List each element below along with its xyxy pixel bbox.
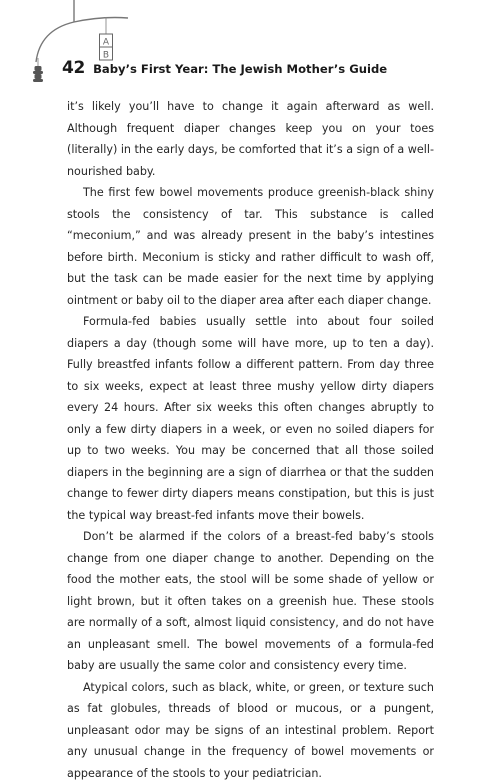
block-letter-a: A [103,38,110,48]
paragraph-4: Don’t be alarmed if the colors of a breast-fed baby’s stools change from one diaper change to another. Depending on the food the mother eats, the stool will be some shade of yellow or light brown, but it often takes on a greenish hue. These stools are normally of a soft, almost liquid consistency, and do not have an unpleasant smell. The bowel movements of a formula-fed baby are usually the same color and consistency every time. [67,526,434,677]
paragraph-2: The first few bowel movements produce greenish-black shiny stools the consistency of tar. This substance is called “meconium,” and was already present in the baby’s intestines before birth. Meconium is sticky and rather difficult to wash off, but the task can be made easier for the next time by applying ointment or baby oil to the diaper area after each diaper change. [67,182,434,311]
block-letter-b: B [103,51,109,61]
rattle-icon [33,66,43,82]
body-text [67,96,434,784]
paragraph-3: Formula-fed babies usually settle into about four soiled diapers a day (though some will have more, up to ten a day). Fully breastfed infants follow a different pattern. From day three to six weeks, expect at least three mushy yellow dirty diapers every 24 hours. After six weeks this often changes abruptly to only a few dirty diapers in a week, or even no soiled diapers for up to two weeks. You may be concerned that all those soiled diapers in the beginning are a sign of diarrhea or that the sudden change to fewer dirty diapers means constipation, but this is just the typical way breast-fed infants move their bowels. [67,311,434,526]
running-head [62,58,387,82]
book-title: Baby’s First Year: The Jewish Mother’s Guide [93,62,387,76]
toy-blocks-icon [100,34,113,61]
page-number: 42 [62,58,85,78]
paragraph-5: Atypical colors, such as black, white, or green, or texture such as fat globules, threads of blood or mucous, or a pungent, unpleasant odor may be signs of an intestinal problem. Report any unusual change in the frequency of bowel movements or appearance of the stools to your pediatrician. [67,677,434,784]
paragraph-1: it’s likely you’ll have to change it again afterward as well. Although frequent diaper changes keep you on your toes (literally) in the early days, be comforted that it’s a sign of a well-nourished baby. [67,96,434,182]
